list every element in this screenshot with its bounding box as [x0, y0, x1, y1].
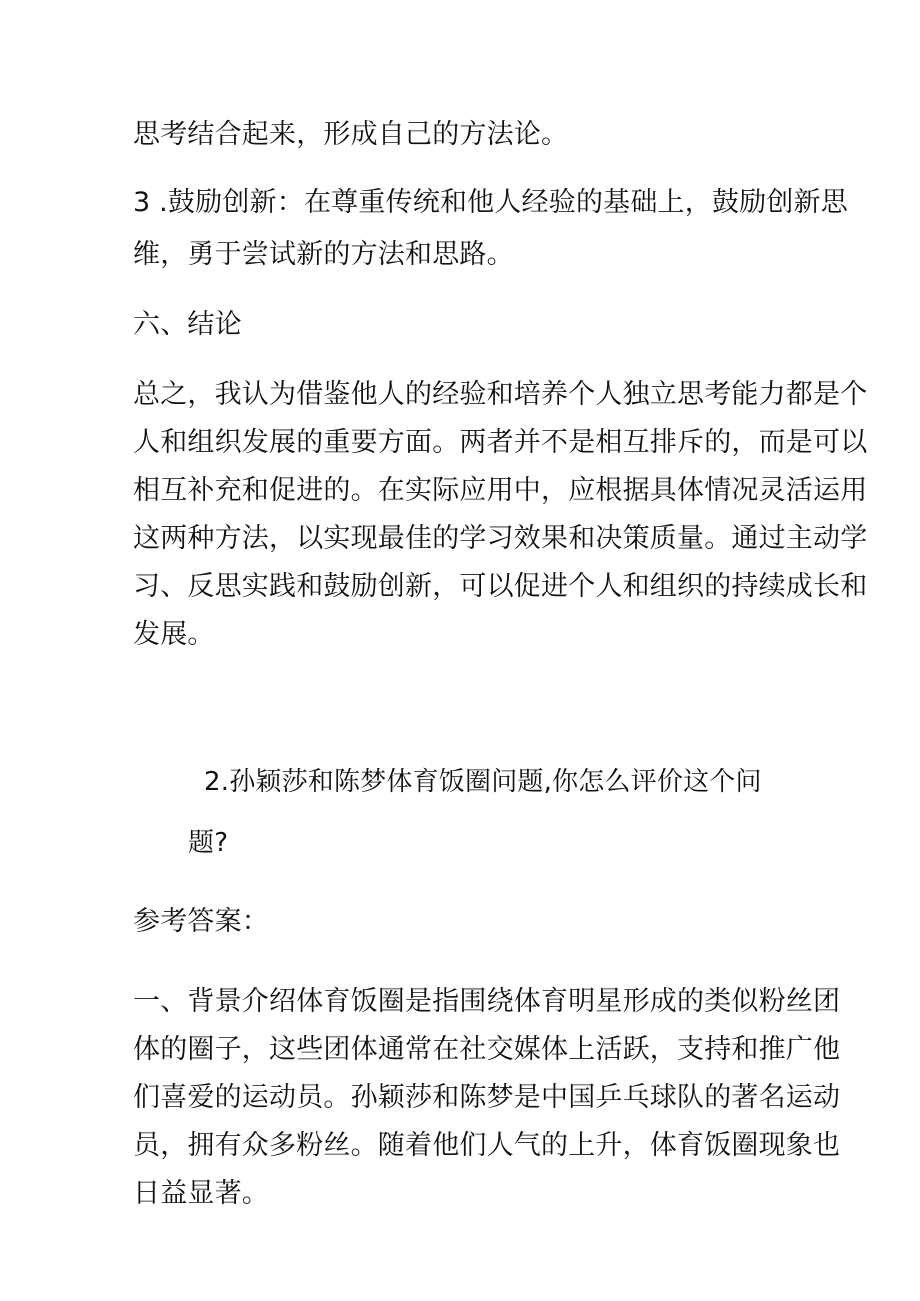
item3-line-1: 3 .鼓励创新：在尊重传统和他人经验的基础上，鼓励创新思 [133, 187, 848, 218]
conclusion-line-2: 人和组织发展的重要方面。两者并不是相互排斥的，而是可以 [133, 427, 868, 458]
question-title-line-2: 题? [188, 828, 229, 858]
continuation-paragraph: 思考结合起来，形成自己的方法论。 [133, 119, 569, 150]
conclusion-line-4: 这两种方法，以实现最佳的学习效果和决策质量。通过主动学 [133, 523, 868, 554]
question-title-line-1: 2.孙颖莎和陈梦体育饭圈问题,你怎么评价这个问 [204, 767, 762, 797]
item3-line-2: 维，勇于尝试新的方法和思路。 [133, 239, 514, 270]
background-line-5: 日益显著。 [133, 1178, 269, 1209]
answer-label: 参考答案： [133, 906, 269, 937]
background-line-2: 体的圈子，这些团体通常在社交媒体上活跃，支持和推广他 [133, 1034, 841, 1065]
conclusion-line-1: 总之，我认为借鉴他人的经验和培养个人独立思考能力都是个 [133, 379, 868, 410]
background-line-4: 员，拥有众多粉丝。随着他们人气的上升，体育饭圈现象也 [133, 1130, 841, 1161]
conclusion-line-3: 相互补充和促进的。在实际应用中，应根据具体情况灵活运用 [133, 475, 868, 506]
background-line-1: 一、背景介绍体育饭圈是指围绕体育明星形成的类似粉丝团 [133, 986, 841, 1017]
conclusion-line-5: 习、反思实践和鼓励创新，可以促进个人和组织的持续成长和 [133, 571, 868, 602]
conclusion-line-6: 发展。 [133, 619, 215, 650]
background-line-3: 们喜爱的运动员。孙颖莎和陈梦是中国乒乓球队的著名运动 [133, 1082, 841, 1113]
section6-heading: 六、结论 [133, 309, 242, 340]
